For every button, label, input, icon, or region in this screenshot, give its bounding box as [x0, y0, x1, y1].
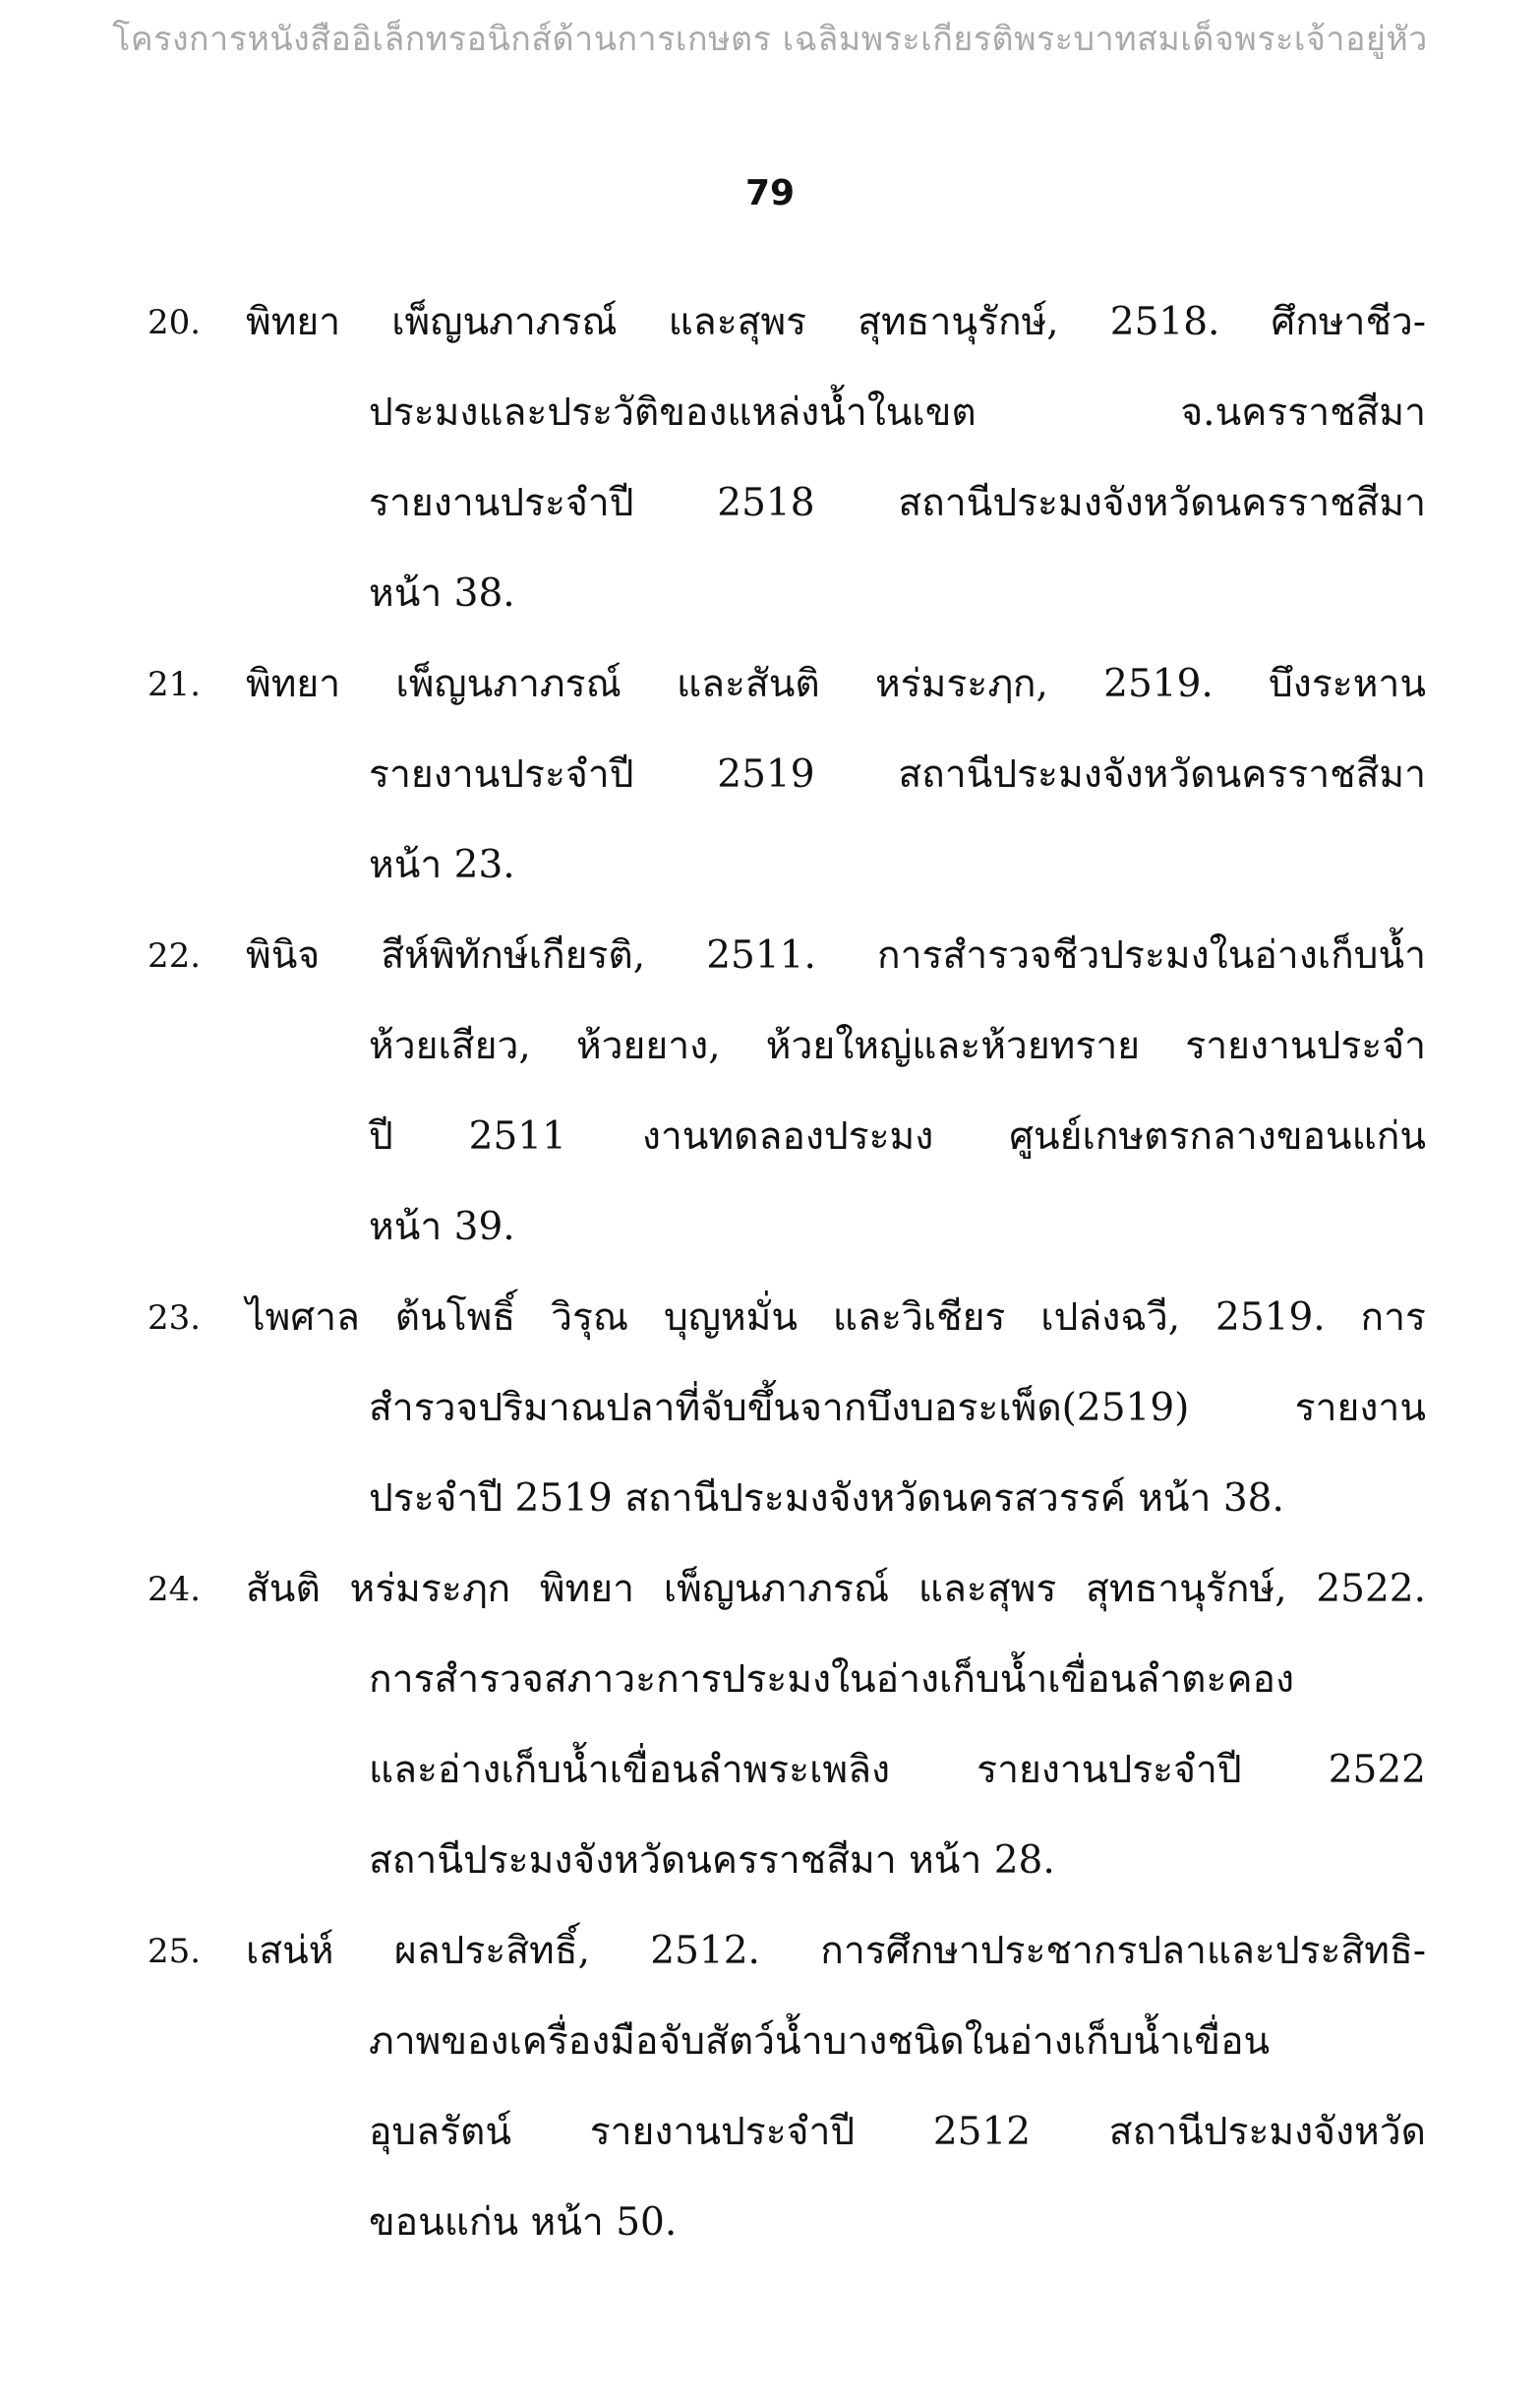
reference-line: รายงานประจำปี 2518 สถานีประมงจังหวัดนครราชสีมา [369, 481, 1426, 525]
reference-line: ห้วยเสียว, ห้วยยาง, ห้วยใหญ่และห้วยทราย รายงานประจำ [369, 1024, 1426, 1068]
reference-line: ขอนแก่น หน้า 50. [369, 2200, 678, 2245]
reference-item [148, 911, 1426, 1273]
reference-line: พิทยา เพ็ญนภาภรณ์ และสันติ หร่มระฦก, 2519. บึงระหาน [246, 662, 1426, 706]
reference-number: 21. [148, 665, 202, 704]
reference-list [148, 277, 1426, 2268]
reference-line: เสน่ห์ ผลประสิทธิ์, 2512. การศึกษาประชากรปลาและประสิทธิ- [246, 1929, 1426, 1973]
reference-line: ไพศาล ต้นโพธิ์ วิรุณ บุญหมั่น และวิเชียร เปล่งฉวี, 2519. การ [246, 1295, 1426, 1340]
reference-number: 23. [148, 1298, 202, 1338]
reference-line: สันติ หร่มระฦก พิทยา เพ็ญนภาภรณ์ และสุพร สุทธานุรักษ์, 2522. [246, 1567, 1426, 1611]
reference-line: หน้า 23. [369, 843, 515, 887]
reference-number: 22. [148, 936, 202, 976]
reference-item [148, 1544, 1426, 1906]
reference-line: หน้า 39. [369, 1205, 515, 1249]
reference-line: ประจำปี 2519 สถานีประมงจังหวัดนครสวรรค์ หน้า 38. [369, 1476, 1284, 1521]
page-header-watermark: โครงการหนังสืออิเล็กทรอนิกส์ด้านการเกษตร เฉลิมพระเกียรติพระบาทสมเด็จพระเจ้าอยู่หัว [112, 20, 1428, 59]
reference-line: สำรวจปริมาณปลาที่จับขึ้นจากบึงบอระเพ็ด(2519) รายงาน [369, 1386, 1426, 1430]
reference-line: พิทยา เพ็ญนภาภรณ์ และสุพร สุทธานุรักษ์, 2518. ศึกษาชีว- [246, 300, 1426, 344]
reference-line: ภาพของเครื่องมือจับสัตว์น้ำบางชนิดในอ่างเก็บน้ำเขื่อน [369, 2019, 1271, 2064]
reference-number: 25. [148, 1932, 202, 1971]
page-number: 79 [744, 173, 796, 213]
reference-item [148, 1273, 1426, 1544]
reference-line: ปี 2511 งานทดลองประมง ศูนย์เกษตรกลางขอนแก่น [369, 1114, 1426, 1159]
reference-item [148, 639, 1426, 911]
reference-line: สถานีประมงจังหวัดนครราชสีมา หน้า 28. [369, 1838, 1055, 1883]
reference-item [148, 1906, 1426, 2268]
reference-line: การสำรวจสภาวะการประมงในอ่างเก็บน้ำเขื่อนลำตะคอง [369, 1657, 1295, 1702]
reference-line: และอ่างเก็บน้ำเขื่อนลำพระเพลิง รายงานประจำปี 2522 [369, 1748, 1426, 1792]
reference-line: รายงานประจำปี 2519 สถานีประมงจังหวัดนครราชสีมา [369, 752, 1426, 797]
reference-line: พินิจ สีห์พิทักษ์เกียรติ, 2511. การสำรวจชีวประมงในอ่างเก็บน้ำ [246, 933, 1426, 978]
reference-line: หน้า 38. [369, 571, 515, 616]
reference-number: 24. [148, 1570, 202, 1609]
reference-number: 20. [148, 303, 202, 342]
reference-line: อุบลรัตน์ รายงานประจำปี 2512 สถานีประมงจังหวัด [369, 2110, 1426, 2154]
reference-item [148, 277, 1426, 639]
reference-line: ประมงและประวัติของแหล่งน้ำในเขต จ.นครราชสีมา [369, 390, 1426, 435]
